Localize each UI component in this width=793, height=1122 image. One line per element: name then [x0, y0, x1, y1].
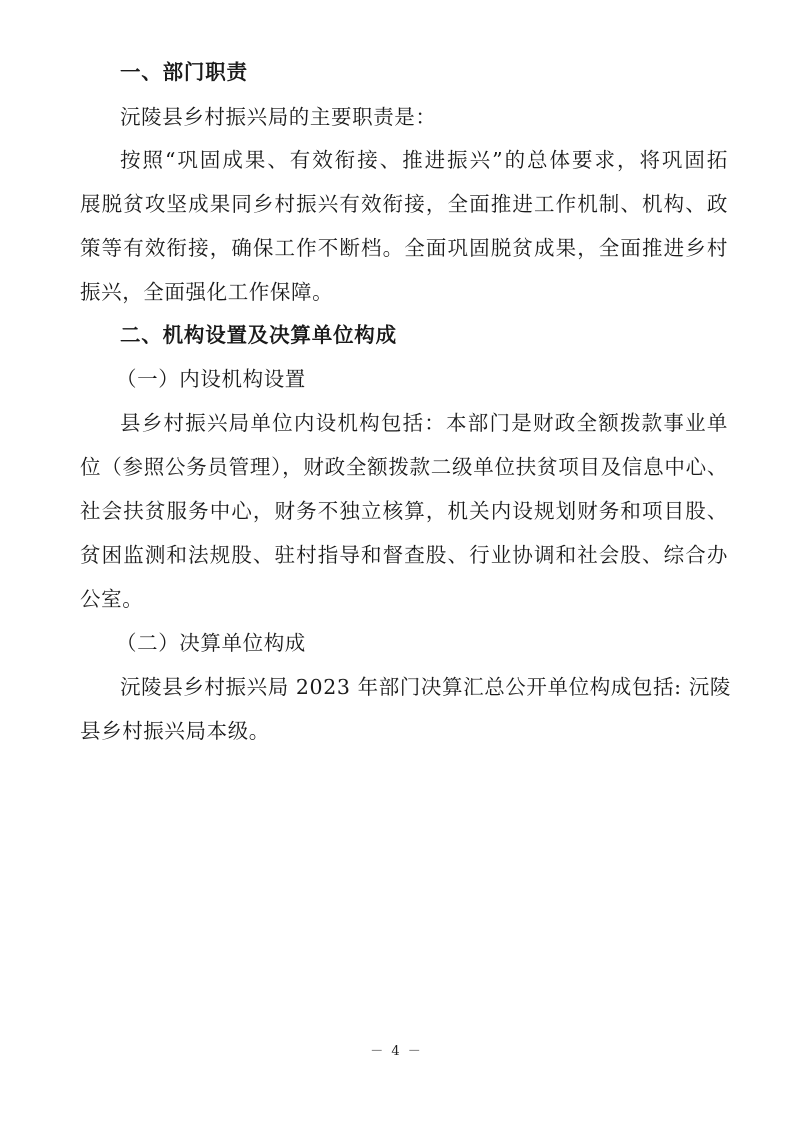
budget-units-paragraph-line: 沅陵县乡村振兴局 2023 年部门决算汇总公开单位构成包括: 沅陵 — [120, 675, 731, 699]
page-number: － 4 － — [370, 1044, 423, 1059]
duties-intro: 沅陵县乡村振兴局的主要职责是： — [120, 105, 437, 129]
section-heading-duties: 一、部门职责 — [120, 60, 248, 84]
duties-paragraph-line: 策等有效衔接，确保工作不断档。全面巩固脱贫成果，全面推进乡村 — [80, 236, 728, 260]
structure-paragraph-line: 公室。 — [80, 587, 144, 611]
structure-paragraph-line: 贫困监测和法规股、驻村指导和督查股、行业协调和社会股、综合办 — [80, 543, 728, 567]
duties-paragraph-line: 展脱贫攻坚成果同乡村振兴有效衔接，全面推进工作机制、机构、政 — [80, 192, 728, 216]
duties-paragraph-line: 振兴，全面强化工作保障。 — [80, 280, 334, 304]
duties-paragraph-line: 按照“巩固成果、有效衔接、推进振兴”的总体要求，将巩固拓 — [120, 148, 728, 172]
budget-units-paragraph-line: 县乡村振兴局本级。 — [80, 719, 270, 743]
structure-paragraph-line: 县乡村振兴局单位内设机构包括：本部门是财政全额拨款事业单 — [120, 411, 728, 435]
subsection-title-internal-structure: （一）内设机构设置 — [116, 367, 306, 391]
subsection-title-budget-units: （二）决算单位构成 — [116, 631, 306, 655]
structure-paragraph-line: 社会扶贫服务中心，财务不独立核算，机关内设规划财务和项目股、 — [80, 499, 728, 523]
section-heading-organization: 二、机构设置及决算单位构成 — [120, 323, 397, 347]
structure-paragraph-line: 位（参照公务员管理），财政全额拨款二级单位扶贫项目及信息中心、 — [80, 455, 728, 479]
